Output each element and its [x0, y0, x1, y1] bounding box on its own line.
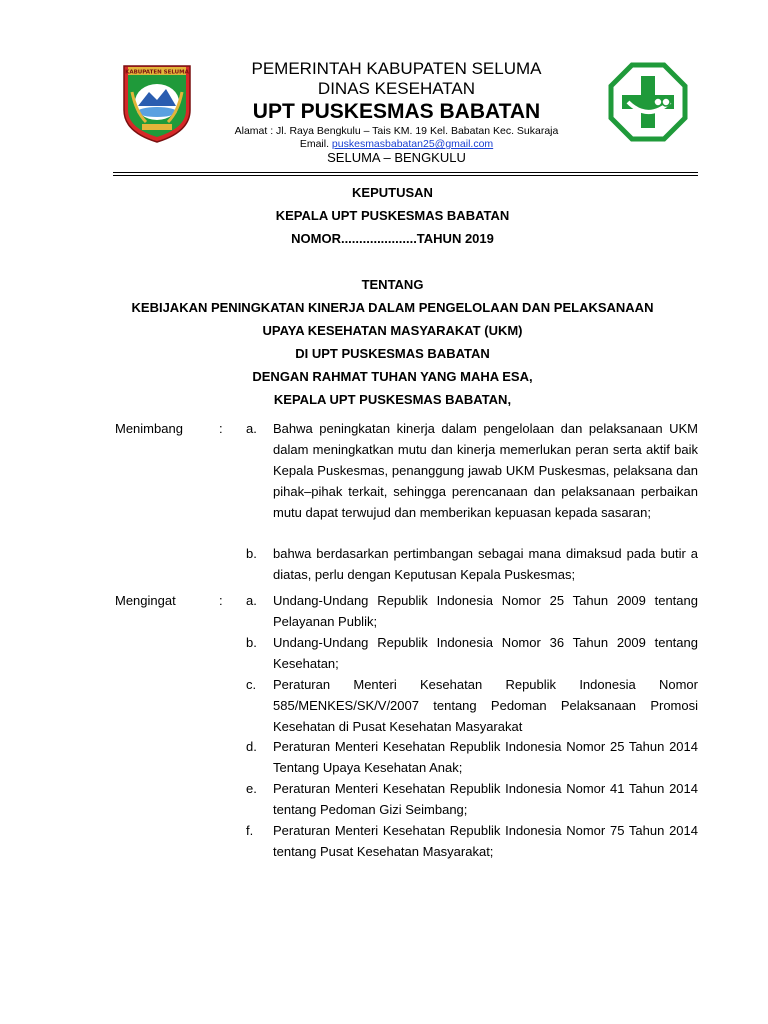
item-text: Peraturan Menteri Kesehatan Republik Indonesia Nomor 585/MENKES/SK/V/2007 tentang Pedoman Pelaksanaan Promosi Kesehatan di Pusat Kesehatan Masyarakat — [273, 677, 698, 734]
decree-title — [100, 181, 685, 411]
menimbang-label: Menimbang — [115, 421, 183, 436]
item-marker: a. — [246, 593, 257, 608]
title-line: KEPALA UPT PUSKESMAS BABATAN, — [273, 392, 512, 407]
list-item — [246, 820, 698, 862]
item-text: Bahwa peningkatan kinerja dalam pengelolaan dan pelaksanaan UKM dalam meningkatkan mutu dan kinerja memerlukan peran serta aktif baik Kepala Puskesmas, penanggung jawab UKM Puskesmas, pelaksana dan pihak–pihak terkait, sehingga perencanaan dan pelaksanaan perbaikan mutu dapat terwujud dan memberikan kepuasan kepada sasaran; — [273, 421, 698, 520]
title-line: KEPALA UPT PUSKESMAS BABATAN — [275, 208, 510, 223]
item-text: Peraturan Menteri Kesehatan Republik Indonesia Nomor 25 Tahun 2014 Tentang Upaya Kesehatan Anak; — [273, 739, 698, 775]
item-text: bahwa berdasarkan pertimbangan sebagai mana dimaksud pada butir a diatas, perlu dengan Keputusan Kepala Puskesmas; — [273, 546, 698, 582]
title-line — [100, 250, 685, 273]
item-marker: b. — [246, 635, 257, 650]
title-line: DENGAN RAHMAT TUHAN YANG MAHA ESA, — [252, 369, 533, 384]
email-label: Email. — [299, 138, 332, 150]
email-line — [200, 138, 593, 150]
section-colon: : — [219, 421, 223, 436]
header-divider-thin — [113, 175, 698, 176]
title-line: KEBIJAKAN PENINGKATAN KINERJA DALAM PENGELOLAAN DAN PELAKSANAAN — [131, 300, 654, 315]
mengingat-label: Mengingat — [115, 593, 176, 608]
list-item — [246, 418, 698, 523]
title-line: NOMOR.....................TAHUN 2019 — [291, 231, 494, 246]
title-line: TENTANG — [361, 277, 424, 292]
item-text: Peraturan Menteri Kesehatan Republik Indonesia Nomor 41 Tahun 2014 tentang Pedoman Gizi Seimbang; — [273, 781, 698, 817]
department-name: DINAS KESEHATAN — [317, 79, 476, 98]
item-text: Undang-Undang Republik Indonesia Nomor 25 Tahun 2009 tentang Pelayanan Publik; — [273, 593, 698, 629]
title-line: DI UPT PUSKESMAS BABATAN — [295, 346, 490, 361]
list-item — [246, 632, 698, 674]
letterhead — [200, 59, 593, 165]
item-marker: e. — [246, 781, 257, 796]
puskesmas-logo — [608, 62, 688, 142]
kabupaten-seluma-logo — [116, 62, 198, 144]
list-item — [246, 778, 698, 820]
government-name: PEMERINTAH KABUPATEN SELUMA — [251, 59, 542, 78]
item-text: Peraturan Menteri Kesehatan Republik Indonesia Nomor 75 Tahun 2014 tentang Pusat Kesehatan Masyarakat; — [273, 823, 698, 859]
item-marker: f. — [246, 823, 254, 838]
list-item — [246, 590, 698, 632]
title-line: UPAYA KESEHATAN MASYARAKAT (UKM) — [262, 323, 523, 338]
title-line: KEPUTUSAN — [352, 185, 433, 200]
list-item — [246, 543, 698, 585]
list-item — [246, 736, 698, 778]
section-colon: : — [219, 593, 223, 608]
email-link[interactable]: puskesmasbabatan25@gmail.com — [331, 138, 494, 150]
item-marker: b. — [246, 546, 257, 561]
item-marker: c. — [246, 677, 257, 692]
header-divider-thick — [113, 172, 698, 173]
institution-name: UPT PUSKESMAS BABATAN — [252, 100, 541, 123]
item-marker: d. — [246, 739, 257, 754]
region: SELUMA – BENGKULU — [327, 150, 466, 165]
svg-text:KABUPATEN SELUMA: KABUPATEN SELUMA — [125, 69, 189, 76]
address: Alamat : Jl. Raya Bengkulu – Tais KM. 19 Kel. Babatan Kec. Sukaraja — [234, 125, 559, 137]
list-item — [246, 674, 698, 737]
item-text: Undang-Undang Republik Indonesia Nomor 36 Tahun 2009 tentang Kesehatan; — [273, 635, 698, 671]
item-marker: a. — [246, 421, 257, 436]
